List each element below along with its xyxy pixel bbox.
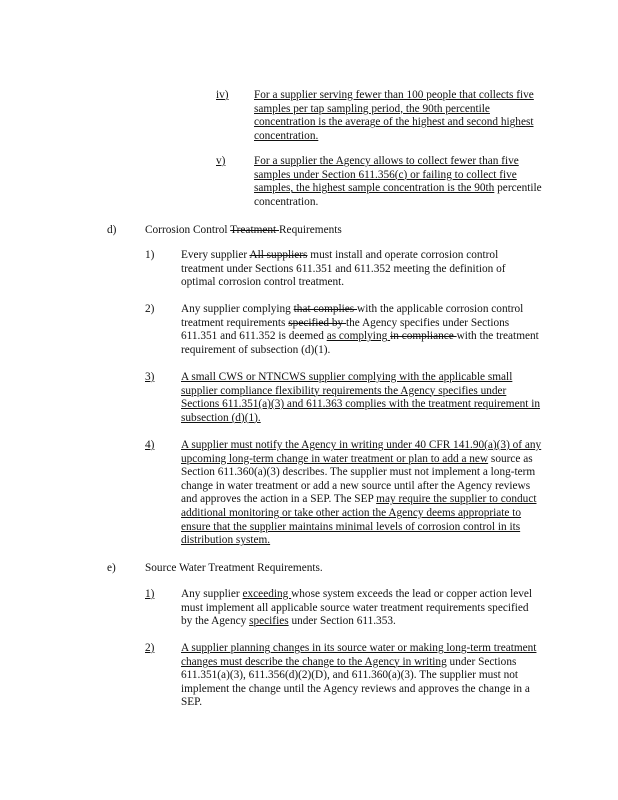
- section-label: d): [107, 224, 117, 236]
- item-label: 1): [145, 588, 155, 600]
- item-label: 3): [145, 371, 155, 383]
- item-label: v): [216, 155, 226, 167]
- section-heading: Corrosion Control Treatment Requirements: [145, 224, 342, 236]
- item-text: A supplier must notify the Agency in writing under 40 CFR 141.90(a)(3) of any upcoming long-term change in water treatment or plan to add a new source as Section 611.360(a)(3) describes. The supplier must not implement a long-term change in water treatment or add a new source until after the Agency reviews and approves the action in a SEP. The SEP may require the supplier to conduct additional monitoring or take other action the Agency deems appropriate to ensure that the supplier maintains minimal levels of corrosion control in its distribution system.: [181, 439, 542, 547]
- item-label: 4): [145, 439, 155, 451]
- item-text: A small CWS or NTNCWS supplier complying with the applicable small supplier compliance flexibility requirements the Agency specifies under Sections 611.351(a)(3) and 611.363 complies with the treatment requirement in subsection (d)(1).: [181, 371, 541, 424]
- item-text: For a supplier the Agency allows to collect fewer than five samples under Section 611.356(c) or failing to collect five samples, the highest sample concentration is the 90th percentile concentration.: [254, 155, 542, 208]
- section-label: e): [107, 562, 116, 574]
- item-text: Any supplier exceeding whose system exceeds the lead or copper action level must implement all applicable source water treatment requirements specified by the Agency specifies under Section 611.353.: [181, 588, 533, 628]
- item-text: A supplier planning changes in its source water or making long-term treatment changes must describe the change to the Agency in writing under Sections 611.351(a)(3), 611.356(d)(2)(D), and 611.360(a)(3). The supplier must not implement the change until the Agency reviews and approves the change in a SEP.: [181, 642, 537, 709]
- item-label: 2): [145, 642, 155, 654]
- item-label: iv): [216, 89, 229, 101]
- item-label: 1): [145, 249, 155, 261]
- item-text: Any supplier complying that complies with the applicable corrosion control treatment requirements specified by the Agency specifies under Sections 611.351 and 611.352 is deemed as complying in compliance with the treatment requirement of subsection (d)(1).: [181, 303, 539, 356]
- item-label: 2): [145, 303, 155, 315]
- section-heading: Source Water Treatment Requirements.: [145, 562, 323, 574]
- item-text: Every supplier All suppliers must install and operate corrosion control treatment under Sections 611.351 and 611.352 meeting the definition of optimal corrosion control treatment.: [181, 249, 506, 289]
- item-text: For a supplier serving fewer than 100 people that collects five samples per tap sampling period, the 90th percentile concentration is the average of the highest and second highest concentration.: [254, 89, 534, 142]
